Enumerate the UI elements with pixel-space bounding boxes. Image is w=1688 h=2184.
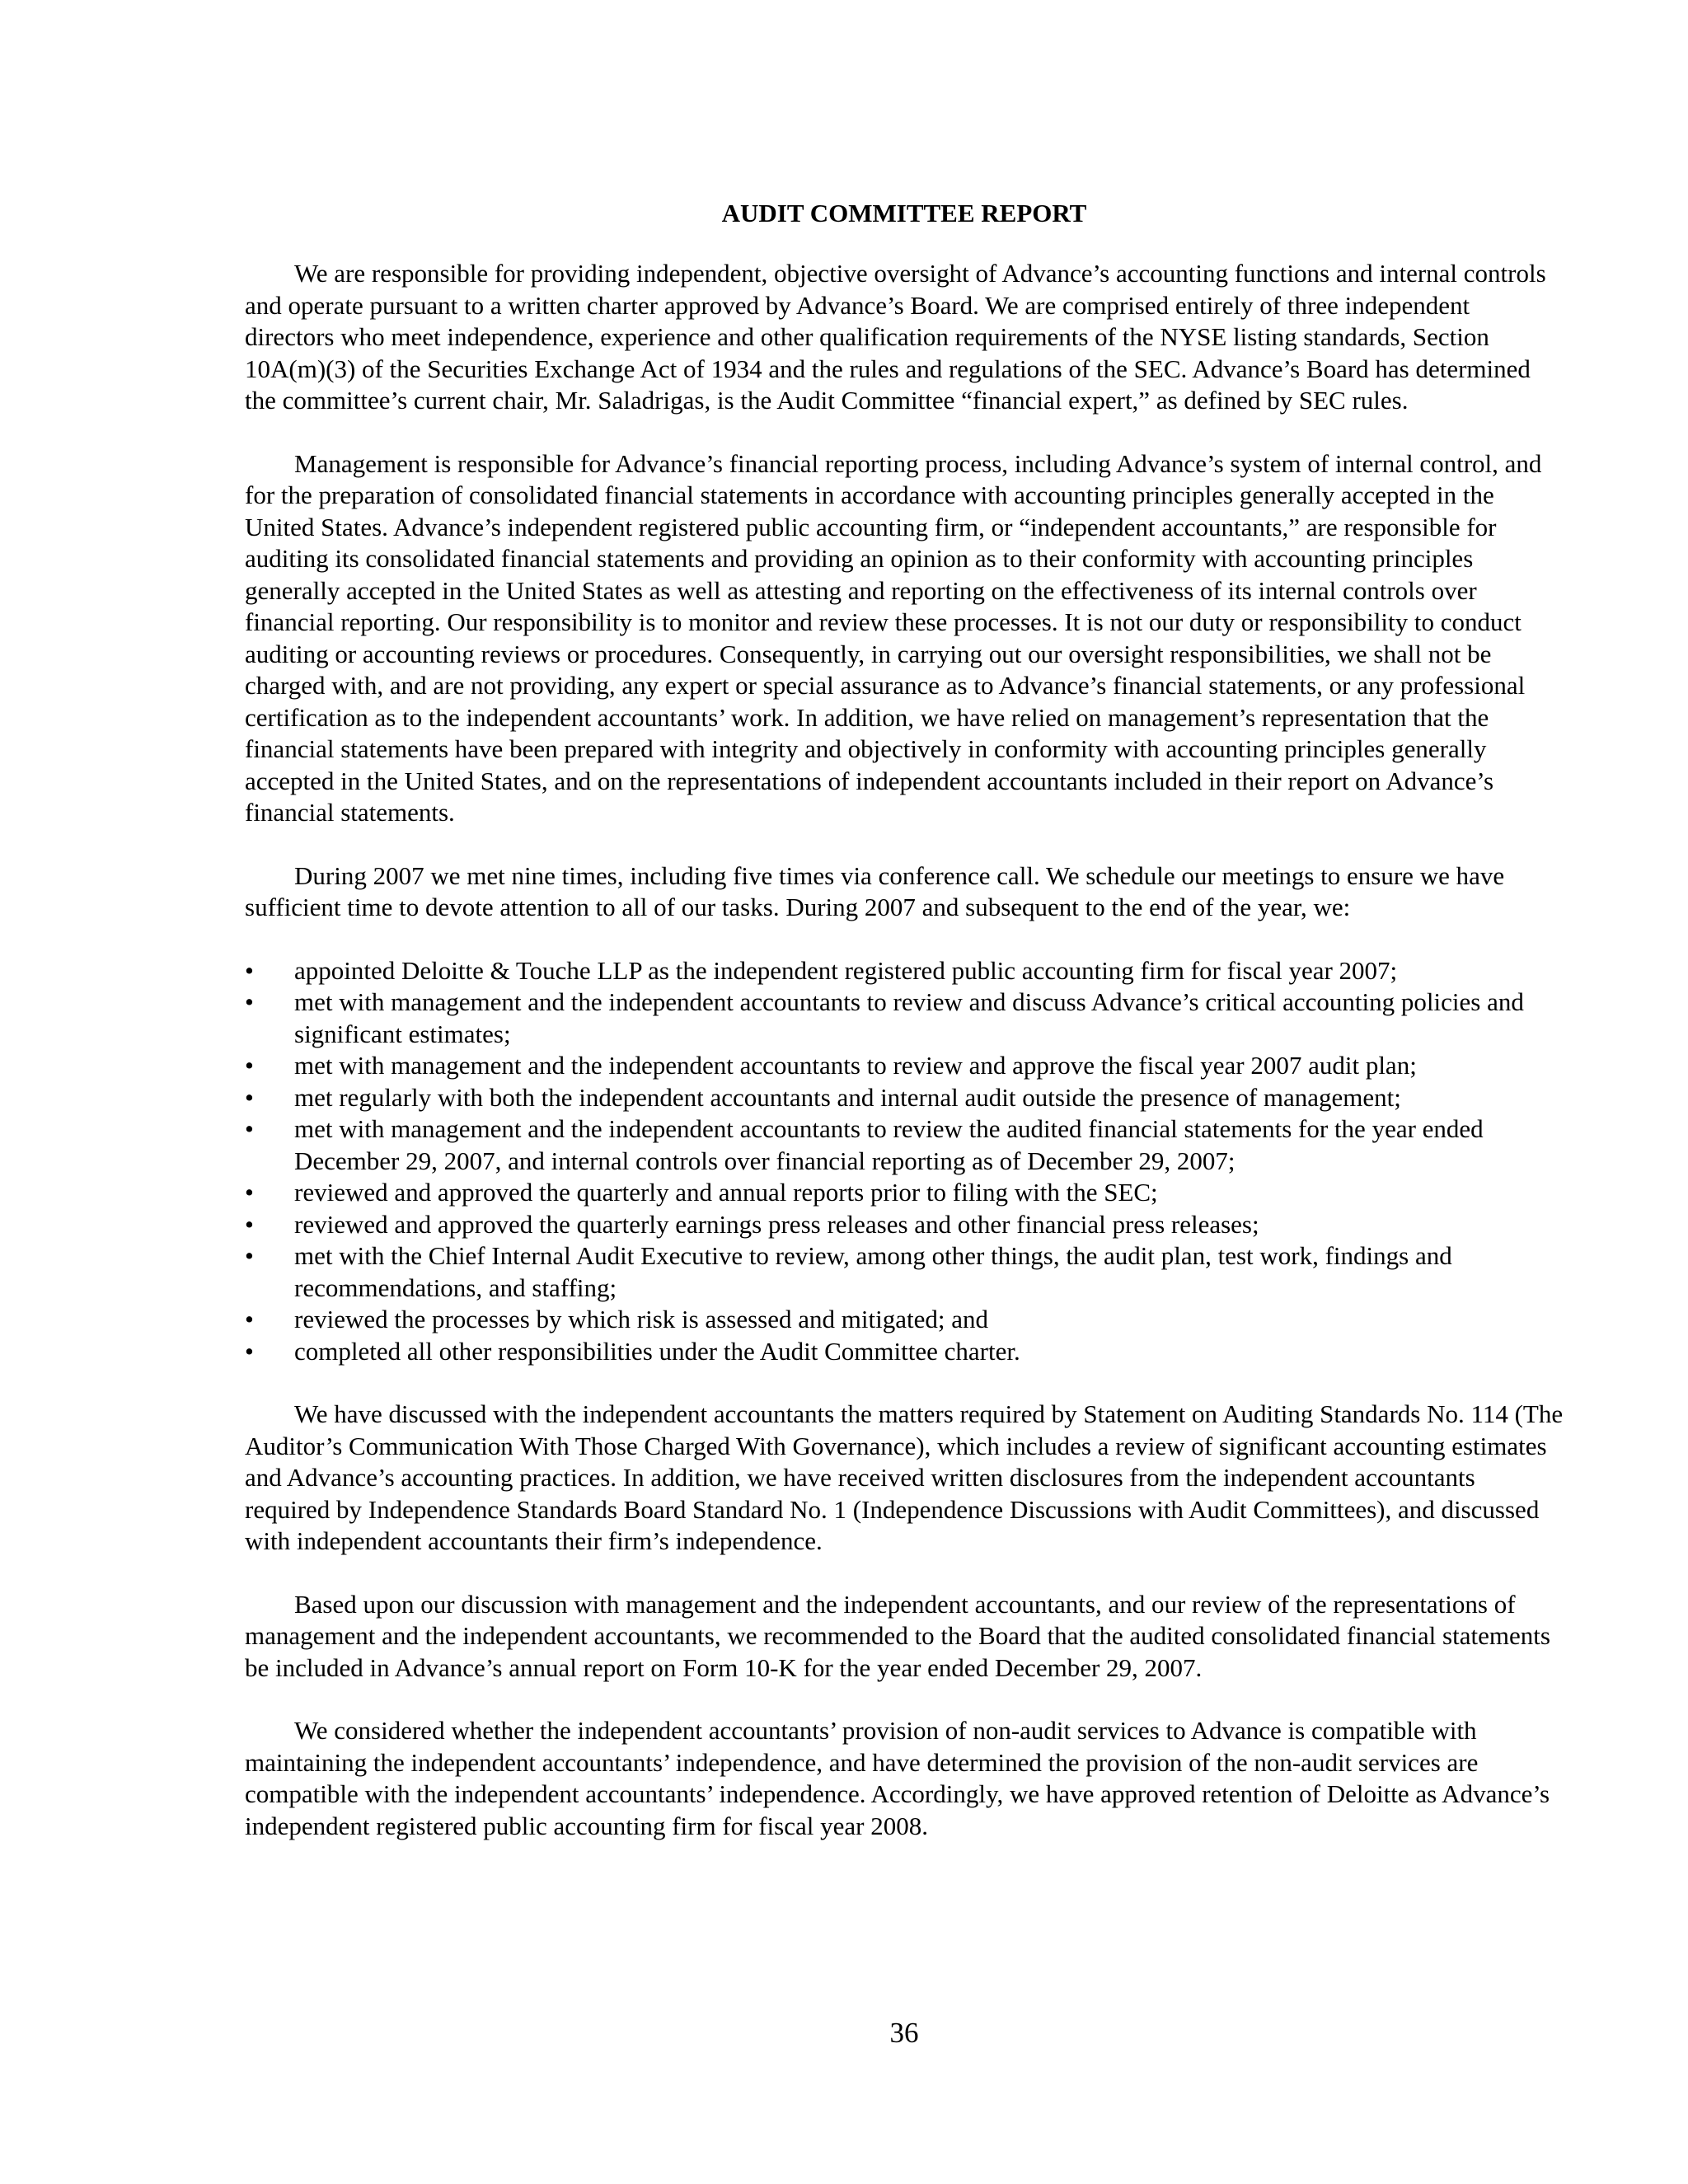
list-item: • met regularly with both the independent accountants and internal audit outside the presence of management; xyxy=(245,1082,1564,1114)
list-item: • appointed Deloitte & Touche LLP as the independent registered public accounting firm for fiscal year 2007; xyxy=(245,955,1564,987)
activities-list xyxy=(245,955,1564,1368)
paragraph-meetings: During 2007 we met nine times, including five times via conference call. We schedule our meetings to ensure we have sufficient time to devote attention to all of our tasks. During 2007 and subsequent to the end of the year, we: xyxy=(245,860,1505,921)
paragraph-oversight: We are responsible for providing independent, objective oversight of Advance’s accounting functions and internal controls and operate pursuant to a written charter approved by Advance’s Board. We are comprised entirely of three independent directors who meet independence, experience and other qualification requirements of the NYSE listing standards, Section 10A(m)(3) of the Securities Exchange Act of 1934 and the rules and regulations of the SEC. Advance’s Board has determined the committee’s current chair, Mr. Saladrigas, is the Audit Committee “financial expert,” as defined by SEC rules. xyxy=(245,259,1546,415)
page-title: AUDIT COMMITTEE REPORT xyxy=(721,199,1087,227)
list-item: • met with management and the independent accountants to review the audited financial statements for the year ended December 29, 2007, and internal controls over financial reporting as of December 29, 2007; xyxy=(245,1113,1564,1177)
list-item: • reviewed and approved the quarterly and annual reports prior to filing with the SEC; xyxy=(245,1177,1564,1209)
list-item: • reviewed the processes by which risk is assessed and mitigated; and xyxy=(245,1304,1564,1336)
paragraph-auditing-standards: We have discussed with the independent accountants the matters required by Statement on Auditing Standards No. 114 (The Auditor’s Communication With Those Charged With Governance), which includes a review of significant accounting estimates and Advance’s accounting practices. In addition, we have received written disclosures from the independent accountants required by Independence Standards Board Standard No. 1 (Independence Discussions with Audit Committees), and discussed with independent accountants their firm’s independence. xyxy=(245,1399,1564,1555)
list-item: • completed all other responsibilities under the Audit Committee charter. xyxy=(245,1336,1564,1368)
page-number: 36 xyxy=(889,2017,919,2049)
list-item: • met with management and the independent accountants to review and discuss Advance’s critical accounting policies and significant estimates; xyxy=(245,987,1564,1050)
list-item: • met with the Chief Internal Audit Executive to review, among other things, the audit plan, test work, findings and recommendations, and staffing; xyxy=(245,1240,1564,1304)
document-body xyxy=(245,258,1564,1873)
paragraph-management-responsibility: Management is responsible for Advance’s financial reporting process, including Advance’s system of internal control, and for the preparation of consolidated financial statements in accordance with accounting principles generally accepted in the United States. Advance’s independent registered public accounting firm, or “independent accountants,” are responsible for auditing its consolidated financial statements and providing an opinion as to their conformity with accounting principles generally accepted in the United States as well as attesting and reporting on the effectiveness of its internal controls over financial reporting. Our responsibility is to monitor and review these processes. It is not our duty or responsibility to conduct auditing or accounting reviews or procedures. Consequently, in carrying out our oversight responsibilities, we shall not be charged with, and are not providing, any expert or special assurance as to Advance’s financial statements, or any professional certification as to the independent accountants’ work. In addition, we have relied on management’s representation that the financial statements have been prepared with integrity and objectively in conformity with accounting principles generally accepted in the United States, and on the representations of independent accountants included in their report on Advance’s financial statements. xyxy=(245,448,1542,827)
list-item: • reviewed and approved the quarterly earnings press releases and other financial press releases; xyxy=(245,1209,1564,1241)
paragraph-non-audit-services: We considered whether the independent accountants’ provision of non-audit services to Advance is compatible with maintaining the independent accountants’ independence, and have determined the provision of the non-audit services are compatible with the independent accountants’ independence. Accordingly, we have approved retention of Deloitte as Advance’s independent registered public accounting firm for fiscal year 2008. xyxy=(245,1716,1550,1840)
document-page xyxy=(245,0,1564,2184)
paragraph-recommendation: Based upon our discussion with management and the independent accountants, and our review of the representations of management and the independent accountants, we recommended to the Board that the audited consolidated financial statements be included in Advance’s annual report on Form 10-K for the year ended December 29, 2007. xyxy=(245,1589,1550,1682)
list-item: • met with management and the independent accountants to review and approve the fiscal year 2007 audit plan; xyxy=(245,1050,1564,1082)
